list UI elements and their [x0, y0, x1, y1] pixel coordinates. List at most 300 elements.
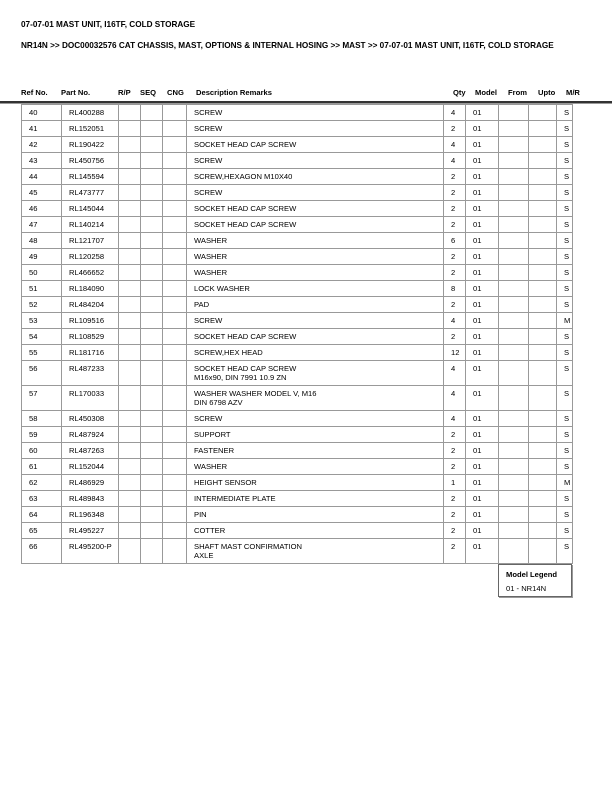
from-cell [499, 475, 529, 491]
model-cell: 01 [466, 313, 499, 329]
from-cell [499, 217, 529, 233]
mr-cell: S [557, 185, 573, 201]
ref-cell: 65 [22, 523, 62, 539]
seq-cell [141, 201, 163, 217]
model-cell: 01 [466, 329, 499, 345]
cng-cell [163, 249, 187, 265]
mr-cell: S [557, 169, 573, 185]
description-line: SCREW [194, 414, 223, 423]
cng-cell [163, 539, 187, 564]
upto-cell [529, 265, 557, 281]
seq-cell [141, 475, 163, 491]
table-row [22, 169, 573, 185]
mr-cell: S [557, 507, 573, 523]
cng-cell [163, 361, 187, 386]
table-row [22, 313, 573, 329]
cng-cell [163, 297, 187, 313]
ref-cell: 47 [22, 217, 62, 233]
description-line: WASHER WASHER MODEL V, M16 [194, 389, 317, 398]
description-cell [187, 137, 444, 153]
cng-cell [163, 427, 187, 443]
description-line: SOCKET HEAD CAP SCREW [194, 364, 297, 373]
model-cell: 01 [466, 185, 499, 201]
remarks-line: AXLE [194, 551, 214, 560]
mr-cell: S [557, 153, 573, 169]
upto-cell [529, 523, 557, 539]
ref-cell: 42 [22, 137, 62, 153]
seq-cell [141, 411, 163, 427]
description-cell [187, 491, 444, 507]
description-cell [187, 507, 444, 523]
qty-cell: 12 [444, 345, 466, 361]
ref-cell: 50 [22, 265, 62, 281]
column-header-part: Part No. [61, 88, 91, 97]
from-cell [499, 539, 529, 564]
description-cell [187, 153, 444, 169]
model-cell: 01 [466, 507, 499, 523]
mr-cell: S [557, 137, 573, 153]
mr-cell: S [557, 105, 573, 121]
column-header-mr: M/R [566, 88, 580, 97]
model-cell: 01 [466, 361, 499, 386]
description-cell [187, 169, 444, 185]
from-cell [499, 459, 529, 475]
upto-cell [529, 121, 557, 137]
description-line: PIN [194, 510, 207, 519]
seq-cell [141, 281, 163, 297]
part-no-cell: RL108529 [62, 329, 119, 345]
seq-cell [141, 121, 163, 137]
from-cell [499, 121, 529, 137]
description-line: SCREW,HEX HEAD [194, 348, 263, 357]
parts-table [21, 104, 573, 564]
part-no-cell: RL184090 [62, 281, 119, 297]
description-cell [187, 539, 444, 564]
table-row [22, 386, 573, 411]
rp-cell [119, 475, 141, 491]
description-cell [187, 313, 444, 329]
part-no-cell: RL181716 [62, 345, 119, 361]
qty-cell: 2 [444, 265, 466, 281]
model-legend-item: 01 - NR14N [506, 584, 547, 593]
cng-cell [163, 386, 187, 411]
part-no-cell: RL487233 [62, 361, 119, 386]
column-header-model: Model [475, 88, 497, 97]
cng-cell [163, 523, 187, 539]
table-row [22, 475, 573, 491]
ref-cell: 63 [22, 491, 62, 507]
rp-cell [119, 427, 141, 443]
rp-cell [119, 507, 141, 523]
mr-cell: S [557, 361, 573, 386]
description-cell [187, 459, 444, 475]
column-header-ref: Ref No. [21, 88, 48, 97]
qty-cell: 1 [444, 475, 466, 491]
cng-cell [163, 121, 187, 137]
model-cell: 01 [466, 386, 499, 411]
model-cell: 01 [466, 201, 499, 217]
from-cell [499, 427, 529, 443]
ref-cell: 62 [22, 475, 62, 491]
description-cell [187, 523, 444, 539]
seq-cell [141, 345, 163, 361]
rp-cell [119, 345, 141, 361]
upto-cell [529, 105, 557, 121]
model-cell: 01 [466, 411, 499, 427]
rp-cell [119, 153, 141, 169]
description-cell [187, 386, 444, 411]
parts-table-body [22, 105, 573, 564]
upto-cell [529, 249, 557, 265]
description-line: COTTER [194, 526, 226, 535]
qty-cell: 4 [444, 105, 466, 121]
cng-cell [163, 443, 187, 459]
rp-cell [119, 491, 141, 507]
from-cell [499, 345, 529, 361]
mr-cell: S [557, 121, 573, 137]
part-no-cell: RL140214 [62, 217, 119, 233]
upto-cell [529, 507, 557, 523]
description-cell [187, 361, 444, 386]
mr-cell: S [557, 329, 573, 345]
description-line: INTERMEDIATE PLATE [194, 494, 276, 503]
mr-cell: S [557, 427, 573, 443]
from-cell [499, 361, 529, 386]
table-row [22, 265, 573, 281]
qty-cell: 2 [444, 217, 466, 233]
ref-cell: 43 [22, 153, 62, 169]
mr-cell: M [557, 475, 573, 491]
table-row [22, 105, 573, 121]
seq-cell [141, 491, 163, 507]
description-line: WASHER [194, 268, 228, 277]
table-row [22, 249, 573, 265]
seq-cell [141, 169, 163, 185]
description-line: SHAFT MAST CONFIRMATION [194, 542, 303, 551]
cng-cell [163, 491, 187, 507]
model-cell: 01 [466, 539, 499, 564]
rp-cell [119, 169, 141, 185]
description-cell [187, 443, 444, 459]
description-line: SOCKET HEAD CAP SCREW [194, 220, 297, 229]
rp-cell [119, 265, 141, 281]
qty-cell: 2 [444, 491, 466, 507]
mr-cell: S [557, 297, 573, 313]
table-row [22, 361, 573, 386]
qty-cell: 4 [444, 386, 466, 411]
part-no-cell: RL450756 [62, 153, 119, 169]
upto-cell [529, 443, 557, 459]
ref-cell: 60 [22, 443, 62, 459]
table-row [22, 427, 573, 443]
description-line: SUPPORT [194, 430, 231, 439]
qty-cell: 2 [444, 427, 466, 443]
cng-cell [163, 153, 187, 169]
qty-cell: 2 [444, 201, 466, 217]
ref-cell: 46 [22, 201, 62, 217]
upto-cell [529, 475, 557, 491]
description-cell [187, 249, 444, 265]
rp-cell [119, 386, 141, 411]
model-cell: 01 [466, 169, 499, 185]
model-cell: 01 [466, 297, 499, 313]
seq-cell [141, 185, 163, 201]
from-cell [499, 201, 529, 217]
table-row [22, 459, 573, 475]
seq-cell [141, 233, 163, 249]
mr-cell: M [557, 313, 573, 329]
cng-cell [163, 507, 187, 523]
rp-cell [119, 121, 141, 137]
cng-cell [163, 329, 187, 345]
model-cell: 01 [466, 121, 499, 137]
description-cell [187, 427, 444, 443]
ref-cell: 54 [22, 329, 62, 345]
cng-cell [163, 105, 187, 121]
part-no-cell: RL495227 [62, 523, 119, 539]
qty-cell: 2 [444, 121, 466, 137]
seq-cell [141, 265, 163, 281]
from-cell [499, 233, 529, 249]
qty-cell: 4 [444, 137, 466, 153]
ref-cell: 58 [22, 411, 62, 427]
part-no-cell: RL450308 [62, 411, 119, 427]
description-line: SOCKET HEAD CAP SCREW [194, 204, 297, 213]
mr-cell: S [557, 265, 573, 281]
upto-cell [529, 361, 557, 386]
model-cell: 01 [466, 443, 499, 459]
rp-cell [119, 361, 141, 386]
upto-cell [529, 281, 557, 297]
upto-cell [529, 345, 557, 361]
ref-cell: 49 [22, 249, 62, 265]
model-cell: 01 [466, 105, 499, 121]
from-cell [499, 411, 529, 427]
table-row [22, 539, 573, 564]
model-cell: 01 [466, 249, 499, 265]
description-line: FASTENER [194, 446, 235, 455]
breadcrumb: NR14N >> DOC00032576 CAT CHASSIS, MAST, OPTIONS & INTERNAL HOSING >> MAST >> 07-07-01 MAST UNIT, I16TF, COLD STORAGE [21, 41, 554, 50]
part-no-cell: RL190422 [62, 137, 119, 153]
from-cell [499, 491, 529, 507]
seq-cell [141, 329, 163, 345]
table-row [22, 185, 573, 201]
upto-cell [529, 297, 557, 313]
description-line: SCREW [194, 124, 223, 133]
upto-cell [529, 459, 557, 475]
description-line: SOCKET HEAD CAP SCREW [194, 140, 297, 149]
qty-cell: 6 [444, 233, 466, 249]
ref-cell: 66 [22, 539, 62, 564]
from-cell [499, 153, 529, 169]
seq-cell [141, 249, 163, 265]
ref-cell: 52 [22, 297, 62, 313]
remarks-line: M16x90, DIN 7991 10.9 ZN [194, 373, 287, 382]
from-cell [499, 507, 529, 523]
table-row [22, 345, 573, 361]
cng-cell [163, 313, 187, 329]
upto-cell [529, 153, 557, 169]
qty-cell: 2 [444, 169, 466, 185]
ref-cell: 56 [22, 361, 62, 386]
rp-cell [119, 459, 141, 475]
upto-cell [529, 185, 557, 201]
model-cell: 01 [466, 137, 499, 153]
rp-cell [119, 217, 141, 233]
column-header-qty: Qty [453, 88, 466, 97]
column-header-rp: R/P [118, 88, 131, 97]
description-line: LOCK WASHER [194, 284, 250, 293]
ref-cell: 48 [22, 233, 62, 249]
mr-cell: S [557, 539, 573, 564]
upto-cell [529, 427, 557, 443]
mr-cell: S [557, 443, 573, 459]
upto-cell [529, 201, 557, 217]
cng-cell [163, 185, 187, 201]
from-cell [499, 443, 529, 459]
mr-cell: S [557, 217, 573, 233]
description-line: SCREW [194, 108, 223, 117]
page-title: 07-07-01 MAST UNIT, I16TF, COLD STORAGE [21, 20, 196, 29]
qty-cell: 2 [444, 459, 466, 475]
table-row [22, 507, 573, 523]
table-row [22, 281, 573, 297]
seq-cell [141, 361, 163, 386]
description-cell [187, 345, 444, 361]
rp-cell [119, 313, 141, 329]
description-line: WASHER [194, 236, 228, 245]
ref-cell: 64 [22, 507, 62, 523]
table-row [22, 491, 573, 507]
seq-cell [141, 153, 163, 169]
rp-cell [119, 201, 141, 217]
column-header-upto: Upto [538, 88, 556, 97]
qty-cell: 2 [444, 443, 466, 459]
qty-cell: 4 [444, 313, 466, 329]
cng-cell [163, 169, 187, 185]
qty-cell: 2 [444, 523, 466, 539]
cng-cell [163, 137, 187, 153]
mr-cell: S [557, 523, 573, 539]
table-row [22, 297, 573, 313]
rp-cell [119, 233, 141, 249]
mr-cell: S [557, 233, 573, 249]
from-cell [499, 297, 529, 313]
description-cell [187, 185, 444, 201]
description-cell [187, 217, 444, 233]
part-no-cell: RL145044 [62, 201, 119, 217]
table-row [22, 233, 573, 249]
model-cell: 01 [466, 345, 499, 361]
mr-cell: S [557, 249, 573, 265]
from-cell [499, 105, 529, 121]
mr-cell: S [557, 201, 573, 217]
description-line: WASHER [194, 462, 228, 471]
qty-cell: 2 [444, 249, 466, 265]
rp-cell [119, 105, 141, 121]
from-cell [499, 137, 529, 153]
upto-cell [529, 491, 557, 507]
model-cell: 01 [466, 217, 499, 233]
part-no-cell: RL400288 [62, 105, 119, 121]
ref-cell: 45 [22, 185, 62, 201]
rp-cell [119, 185, 141, 201]
mr-cell: S [557, 386, 573, 411]
seq-cell [141, 539, 163, 564]
part-no-cell: RL487924 [62, 427, 119, 443]
seq-cell [141, 523, 163, 539]
mr-cell: S [557, 411, 573, 427]
model-cell: 01 [466, 491, 499, 507]
part-no-cell: RL170033 [62, 386, 119, 411]
cng-cell [163, 233, 187, 249]
description-cell [187, 411, 444, 427]
rp-cell [119, 297, 141, 313]
description-cell [187, 233, 444, 249]
model-cell: 01 [466, 233, 499, 249]
upto-cell [529, 539, 557, 564]
table-row [22, 329, 573, 345]
from-cell [499, 386, 529, 411]
column-header-cng: CNG [167, 88, 184, 97]
model-cell: 01 [466, 523, 499, 539]
part-no-cell: RL484204 [62, 297, 119, 313]
rp-cell [119, 281, 141, 297]
cng-cell [163, 201, 187, 217]
column-header-desc: Description Remarks [196, 88, 272, 97]
from-cell [499, 265, 529, 281]
part-no-cell: RL196348 [62, 507, 119, 523]
upto-cell [529, 169, 557, 185]
rp-cell [119, 443, 141, 459]
ref-cell: 44 [22, 169, 62, 185]
model-cell: 01 [466, 427, 499, 443]
column-header-from: From [508, 88, 527, 97]
upto-cell [529, 386, 557, 411]
ref-cell: 55 [22, 345, 62, 361]
model-legend-title: Model Legend [506, 570, 558, 579]
table-row [22, 217, 573, 233]
part-no-cell: RL473777 [62, 185, 119, 201]
ref-cell: 51 [22, 281, 62, 297]
mr-cell: S [557, 491, 573, 507]
part-no-cell: RL120258 [62, 249, 119, 265]
model-cell: 01 [466, 265, 499, 281]
part-no-cell: RL466652 [62, 265, 119, 281]
description-cell [187, 265, 444, 281]
qty-cell: 2 [444, 539, 466, 564]
table-row [22, 121, 573, 137]
description-line: SCREW [194, 156, 223, 165]
rp-cell [119, 411, 141, 427]
mr-cell: S [557, 459, 573, 475]
description-line: SOCKET HEAD CAP SCREW [194, 332, 297, 341]
seq-cell [141, 507, 163, 523]
mr-cell: S [557, 345, 573, 361]
seq-cell [141, 217, 163, 233]
cng-cell [163, 345, 187, 361]
cng-cell [163, 459, 187, 475]
model-cell: 01 [466, 475, 499, 491]
table-row [22, 443, 573, 459]
table-row [22, 523, 573, 539]
qty-cell: 4 [444, 411, 466, 427]
upto-cell [529, 411, 557, 427]
cng-cell [163, 217, 187, 233]
part-no-cell: RL152051 [62, 121, 119, 137]
ref-cell: 59 [22, 427, 62, 443]
rp-cell [119, 249, 141, 265]
